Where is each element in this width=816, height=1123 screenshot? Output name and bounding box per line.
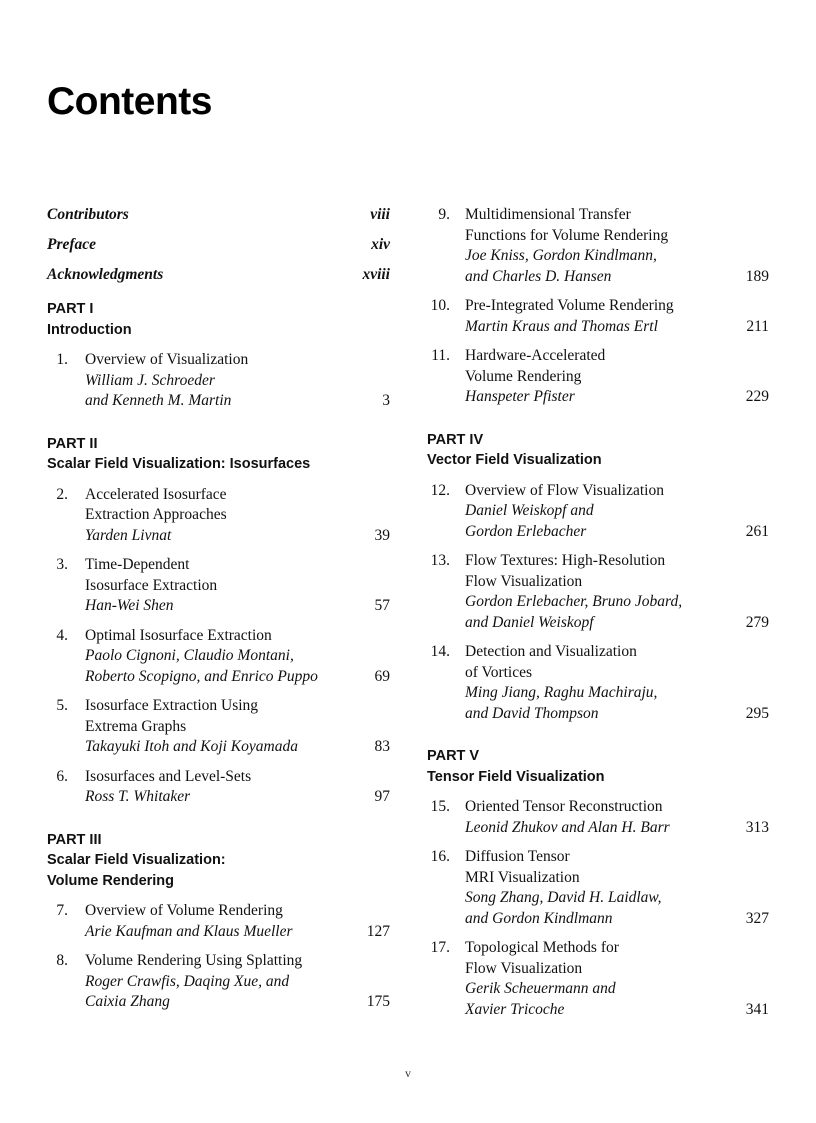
front-matter-title: Contributors — [47, 206, 129, 223]
toc-column-right — [427, 205, 769, 1029]
chapter-title: Isosurface Extraction — [85, 576, 218, 594]
part-label: PART I — [47, 301, 94, 317]
chapter-authors: Roberto Scopigno, and Enrico Puppo — [85, 667, 318, 685]
chapter-page: 261 — [745, 522, 769, 540]
page-number: v — [405, 1066, 411, 1080]
part-title: Vector Field Visualization — [427, 452, 602, 468]
chapter-page: 97 — [374, 788, 390, 805]
toc-entry — [47, 696, 390, 758]
part-heading — [47, 434, 390, 475]
toc-entry — [47, 555, 390, 617]
chapter-title: Oriented Tensor Reconstruction — [465, 798, 663, 815]
chapter-authors: Martin Kraus and Thomas Ertl — [465, 317, 658, 335]
toc-entry — [427, 642, 769, 724]
chapter-page: 327 — [745, 909, 769, 927]
toc-entry — [47, 767, 390, 808]
toc-entry — [47, 626, 390, 688]
chapter-title: Detection and Visualization — [465, 643, 637, 660]
front-matter-page: viii — [370, 206, 390, 223]
toc-column-left — [47, 205, 390, 1022]
front-matter-item — [47, 235, 390, 265]
chapter-number: 8. — [56, 952, 68, 969]
chapter-authors: Xavier Tricoche — [465, 1000, 565, 1018]
chapter-authors: and Kenneth M. Martin — [85, 392, 232, 409]
chapter-authors: and David Thompson — [465, 704, 599, 722]
part-title: Tensor Field Visualization — [427, 768, 605, 785]
chapter-title: Flow Visualization — [465, 572, 583, 590]
part-label: PART II — [47, 435, 98, 452]
chapter-authors: Song Zhang, David H. Laidlaw, — [465, 889, 662, 906]
chapter-page: 3 — [382, 392, 390, 409]
chapter-number: 5. — [56, 697, 68, 714]
front-matter-item — [47, 265, 390, 295]
chapter-page: 341 — [745, 1000, 769, 1018]
chapter-page: 229 — [745, 388, 769, 405]
toc-entry — [427, 205, 769, 287]
chapter-page: 313 — [745, 818, 769, 836]
chapter-authors: Paolo Cignoni, Claudio Montani, — [85, 647, 294, 664]
part-label: PART III — [47, 831, 102, 848]
chapter-title: Volume Rendering — [465, 367, 582, 385]
chapter-page: 69 — [374, 667, 390, 685]
part-label: PART IV — [427, 431, 484, 448]
chapter-page: 57 — [374, 597, 390, 614]
chapter-authors: Daniel Weiskopf and — [465, 502, 594, 519]
chapter-title: Isosurface Extraction Using — [85, 697, 259, 714]
part-title: Introduction — [47, 321, 132, 338]
chapter-number: 10. — [430, 297, 450, 314]
front-matter-title: Acknowledgments — [47, 266, 164, 283]
toc-entry — [427, 847, 769, 929]
chapter-number: 6. — [56, 767, 68, 785]
toc-entry — [47, 350, 390, 412]
chapter-authors: Takayuki Itoh and Koji Koyamada — [85, 738, 298, 755]
chapter-authors: Leonid Zhukov and Alan H. Barr — [465, 818, 670, 836]
chapter-authors: Arie Kaufman and Klaus Mueller — [85, 922, 293, 940]
chapter-title: Functions for Volume Rendering — [465, 226, 669, 244]
toc-entry — [427, 551, 769, 633]
chapter-number: 11. — [431, 347, 450, 364]
part-title: Scalar Field Visualization: Isosurfaces — [47, 456, 311, 472]
chapter-title: Flow Visualization — [465, 959, 583, 977]
toc-entry — [427, 938, 769, 1020]
chapter-title: MRI Visualization — [465, 868, 580, 886]
chapter-number: 4. — [56, 626, 68, 644]
chapter-page: 295 — [745, 704, 769, 722]
chapter-authors: Ming Jiang, Raghu Machiraju, — [465, 684, 658, 701]
chapter-authors: and Gordon Kindlmann — [465, 909, 613, 927]
chapter-number: 14. — [430, 643, 450, 660]
chapter-title: Multidimensional Transfer — [465, 206, 631, 223]
chapter-title: of Vortices — [465, 663, 533, 681]
chapter-page: 127 — [366, 922, 390, 940]
front-matter-page: xviii — [362, 266, 390, 283]
chapter-title: Overview of Volume Rendering — [85, 902, 283, 919]
chapter-authors: and Daniel Weiskopf — [465, 613, 594, 631]
toc-entry — [427, 346, 769, 408]
part-heading — [427, 430, 769, 471]
chapter-authors: Joe Kniss, Gordon Kindlmann, — [465, 247, 657, 264]
chapter-title: Isosurfaces and Level-Sets — [85, 767, 252, 785]
chapter-title: Optimal Isosurface Extraction — [85, 626, 272, 644]
chapter-title: Diffusion Tensor — [465, 848, 570, 865]
chapter-title: Volume Rendering Using Splatting — [85, 952, 303, 969]
chapter-authors: Gerik Scheuermann and — [465, 980, 616, 997]
chapter-page: 39 — [374, 526, 390, 544]
chapter-number: 17. — [430, 939, 450, 956]
chapter-number: 2. — [56, 485, 68, 503]
chapter-authors: Roger Crawfis, Daqing Xue, and — [85, 972, 290, 990]
page-title: Contents — [47, 80, 212, 123]
part-title: Scalar Field Visualization: Volume Rendering — [47, 852, 226, 889]
chapter-title: Accelerated Isosurface — [85, 485, 227, 503]
chapter-number: 12. — [430, 481, 450, 499]
chapter-authors: Caixia Zhang — [85, 993, 170, 1010]
chapter-authors: Han-Wei Shen — [85, 597, 174, 614]
chapter-authors: Ross T. Whitaker — [85, 788, 191, 805]
part-heading — [427, 746, 769, 787]
toc-entry — [47, 485, 390, 547]
toc-entry — [47, 901, 390, 942]
chapter-title: Time-Dependent — [85, 556, 190, 573]
front-matter-page: xiv — [371, 236, 390, 253]
toc-entry — [427, 481, 769, 543]
chapter-title: Topological Methods for — [465, 939, 619, 956]
toc-entry — [47, 951, 390, 1013]
chapter-authors: and Charles D. Hansen — [465, 267, 612, 285]
chapter-authors: Hanspeter Pfister — [465, 388, 575, 405]
chapter-page: 279 — [745, 613, 769, 631]
chapter-title: Hardware-Accelerated — [465, 347, 606, 364]
chapter-page: 83 — [374, 738, 390, 755]
toc-entry — [427, 296, 769, 337]
chapter-title: Flow Textures: High-Resolution — [465, 552, 666, 569]
chapter-number: 9. — [438, 206, 450, 223]
chapter-number: 16. — [430, 848, 450, 865]
chapter-page: 189 — [745, 267, 769, 285]
chapter-page: 175 — [366, 993, 390, 1010]
chapter-title: Extraction Approaches — [85, 506, 227, 523]
chapter-title: Overview of Flow Visualization — [465, 481, 664, 499]
chapter-page: 211 — [746, 317, 769, 335]
front-matter-item — [47, 205, 390, 235]
chapter-title: Overview of Visualization — [85, 351, 249, 368]
chapter-authors: Yarden Livnat — [85, 526, 172, 544]
chapter-number: 3. — [56, 556, 68, 573]
chapter-number: 13. — [430, 552, 450, 569]
part-label: PART V — [427, 748, 480, 764]
chapter-title: Pre-Integrated Volume Rendering — [465, 297, 674, 314]
chapter-authors: Gordon Erlebacher, Bruno Jobard, — [465, 593, 683, 610]
toc-entry — [427, 797, 769, 838]
part-heading — [47, 830, 390, 892]
chapter-number: 1. — [56, 351, 68, 368]
front-matter-title: Preface — [47, 236, 97, 253]
part-heading — [47, 299, 390, 340]
chapter-number: 7. — [56, 902, 68, 919]
chapter-authors: William J. Schroeder — [85, 371, 215, 389]
chapter-number: 15. — [430, 798, 450, 815]
chapter-authors: Gordon Erlebacher — [465, 522, 587, 540]
chapter-title: Extrema Graphs — [85, 717, 187, 735]
